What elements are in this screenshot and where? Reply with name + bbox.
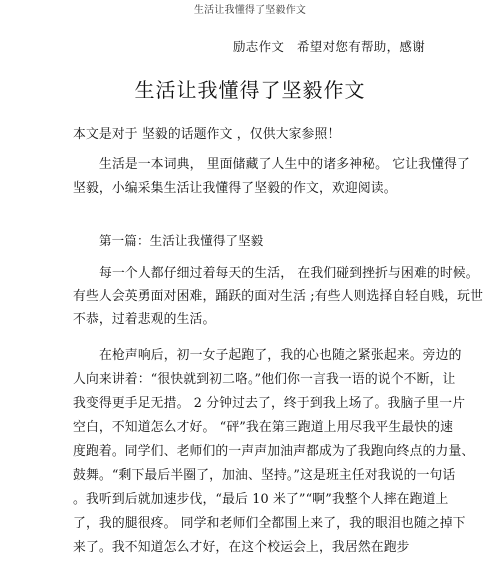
paragraph-line: 坚毅，小编采集生活让我懂得了坚毅的作文，欢迎阅读。 <box>73 181 397 196</box>
paragraph-line: 来了。我不知道怎么才好，在这个校运会上，我居然在跑步 <box>73 540 410 555</box>
paragraph-line: 了，我的腿很疼。 同学和老师们全都围上来了，我的眼泪也随之掉下 <box>73 516 466 531</box>
document-title: 生活让我懂得了坚毅作文 <box>134 78 366 102</box>
paragraph-line: 不恭，过着悲观的生活。 <box>73 312 216 327</box>
paragraph-line: 有些人会英勇面对困难，踊跃的面对生活 ;有些人则选择自轻自贱，玩世 <box>73 289 484 304</box>
intro-line: 本文是对于 坚毅的话题作文 ，仅供大家参照！ <box>73 127 341 142</box>
section-heading: 第一篇：生活让我懂得了坚毅 <box>99 233 264 248</box>
document-subtitle: 励志作文 希望对您有帮助，感谢 <box>233 39 426 54</box>
paragraph-line: 空白，不知道怎么才好。 “砰”我在第三跑道上用尽我平生最快的速 <box>73 420 454 435</box>
paragraph-line: 我变得更手足无措。 2 分钟过去了，终于到我上场了。我脑子里一片 <box>73 396 466 411</box>
paragraph-line: 度跑着。同学们、老师们的一声声加油声都成为了我跑向终点的力量、 <box>73 444 475 459</box>
paragraph-line: 在枪声响后，初一女子起跑了，我的心也随之紧张起来。旁边的 <box>99 348 462 363</box>
running-header: 生活让我懂得了坚毅作文 <box>193 5 307 16</box>
paragraph-line: 。我听到后就加速步伐，“最后 10 米了”“啊”我整个人摔在跑道上 <box>73 492 449 507</box>
paragraph-line: 生活是一本词典， 里面储藏了人生中的诸多神秘。 它让我懂得了 <box>99 157 470 172</box>
paragraph-line: 每一个人都仔细过着每天的生活， 在我们碰到挫折与困难的时候。 <box>99 266 479 281</box>
paragraph-line: 鼓舞。“剩下最后半圈了，加油、坚持。”这是班主任对我说的一句话 <box>73 468 456 483</box>
paragraph-line: 人向来讲着：“很快就到初二咯。”他们你一言我一语的说个不断，让 <box>73 372 456 387</box>
